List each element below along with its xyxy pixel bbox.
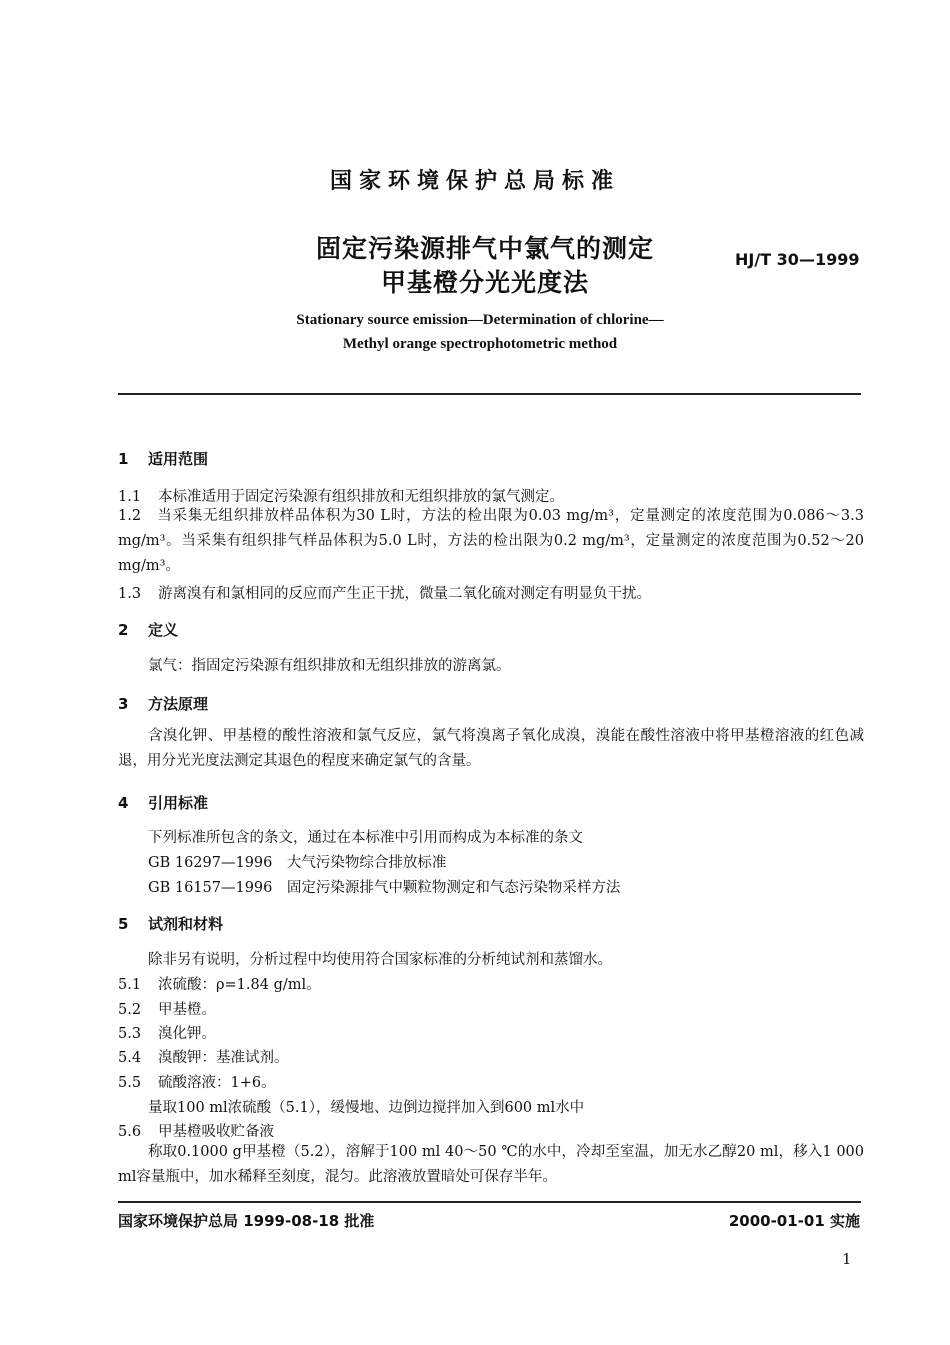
clause-5-4 [118, 1046, 289, 1067]
clause-number: 5.2 [118, 1002, 142, 1018]
section-1-heading [118, 448, 208, 469]
section-title: 试剂和材料 [148, 915, 224, 933]
footer-divider [118, 1201, 861, 1203]
section-2-heading [118, 619, 178, 640]
clause-number: 1.3 [118, 586, 142, 602]
reagents-intro: 除非另有说明，分析过程中均使用符合国家标准的分析纯试剂和蒸馏水。 [148, 952, 612, 968]
clause-text: 溴化钾。 [158, 1026, 216, 1042]
effective-date: 2000-01-01 实施 [728, 1212, 860, 1230]
section-title: 引用标准 [148, 794, 209, 812]
clause-5-2 [118, 998, 216, 1019]
section-number: 4 [118, 794, 129, 812]
section-3-heading [118, 693, 208, 714]
clause-text: 甲基橙。 [158, 1002, 216, 1018]
clause-5-6-note: 称取0.1000 g甲基橙（5.2），溶解于100 ml 40～50 ℃的水中，冷却至室温，加无水乙醇20 ml，移入1 000 ml容量瓶中，加水稀释至刻度，混匀。此溶液放置暗处可保存半年。 [118, 1144, 864, 1185]
clause-text: 硫酸溶液：1+6。 [158, 1075, 276, 1091]
clause-5-5-note: 量取100 ml浓硫酸（5.1），缓慢地、边倒边搅拌加入到600 ml水中 [148, 1100, 585, 1116]
clause-1-2: 1.2 当采集无组织排放样品体积为30 L时，方法的检出限为0.03 mg/m³，定量测定的浓度范围为0.086～3.3 mg/m³。当采集有组织排气样品体积为5.0 L时，方法的检出限为0.2 mg/m³，定量测定的浓度范围为0.52～20 mg/m³。 [118, 508, 864, 574]
section-title: 定义 [148, 621, 179, 639]
section-title: 方法原理 [148, 695, 209, 713]
clause-1-3 [118, 582, 651, 603]
clause-number: 5.1 [118, 977, 142, 993]
clause-5-3 [118, 1022, 216, 1043]
document-subtitle: 甲基橙分光光度法 [380, 268, 589, 297]
reference-item: GB 16297—1996 大气污染物综合排放标准 [148, 855, 447, 871]
agency-heading: 国家环境保护总局标准 [329, 169, 620, 194]
reference-item: GB 16157—1996 固定污染源排气中颗粒物测定和气态污染物采样方法 [148, 880, 621, 896]
references-intro: 下列标准所包含的条文，通过在本标准中引用而构成为本标准的条文 [148, 830, 583, 846]
clause-number: 5.5 [118, 1075, 142, 1091]
section-5-heading [118, 913, 223, 934]
section-number: 1 [118, 450, 129, 468]
clause-5-6 [118, 1120, 274, 1141]
clause-text: 游离溴有和氯相同的反应而产生正干扰，微量二氧化硫对测定有明显负干扰。 [158, 586, 651, 602]
section-number: 5 [118, 915, 129, 933]
clause-number: 5.4 [118, 1050, 142, 1066]
principle-paragraph: 含溴化钾、甲基橙的酸性溶液和氯气反应，氯气将溴离子氧化成溴，溴能在酸性溶液中将甲基橙溶液的红色减退，用分光光度法测定其退色的程度来确定氯气的含量。 [118, 728, 864, 769]
section-number: 3 [118, 695, 129, 713]
english-title-line2: Methyl orange spectrophotometric method [342, 336, 618, 352]
clause-text: 本标准适用于固定污染源有组织排放和无组织排放的氯气测定。 [158, 489, 564, 505]
clause-number: 1.1 [118, 489, 142, 505]
clause-number: 5.6 [118, 1124, 142, 1140]
clause-5-5 [118, 1071, 276, 1092]
page-number: 1 [842, 1250, 852, 1268]
approval-date: 国家环境保护总局 1999-08-18 批准 [118, 1212, 375, 1230]
clause-text: 甲基橙吸收贮备液 [158, 1124, 274, 1140]
clause-text: 浓硫酸：ρ=1.84 g/ml。 [158, 977, 321, 993]
clause-text: 溴酸钾：基准试剂。 [158, 1050, 289, 1066]
section-title: 适用范围 [148, 450, 209, 468]
section-number: 2 [118, 621, 129, 639]
standard-number: HJ/T 30—1999 [735, 250, 860, 269]
clause-number: 5.3 [118, 1026, 142, 1042]
document-title: 固定污染源排气中氯气的测定 [315, 234, 654, 263]
definition-text: 氯气：指固定污染源有组织排放和无组织排放的游离氯。 [148, 658, 511, 674]
section-4-heading [118, 792, 208, 813]
clause-1-1 [118, 485, 564, 506]
header-divider [118, 393, 861, 395]
english-title-line1: Stationary source emission—Determination of chlorine— [296, 312, 664, 328]
clause-5-1 [118, 973, 321, 994]
